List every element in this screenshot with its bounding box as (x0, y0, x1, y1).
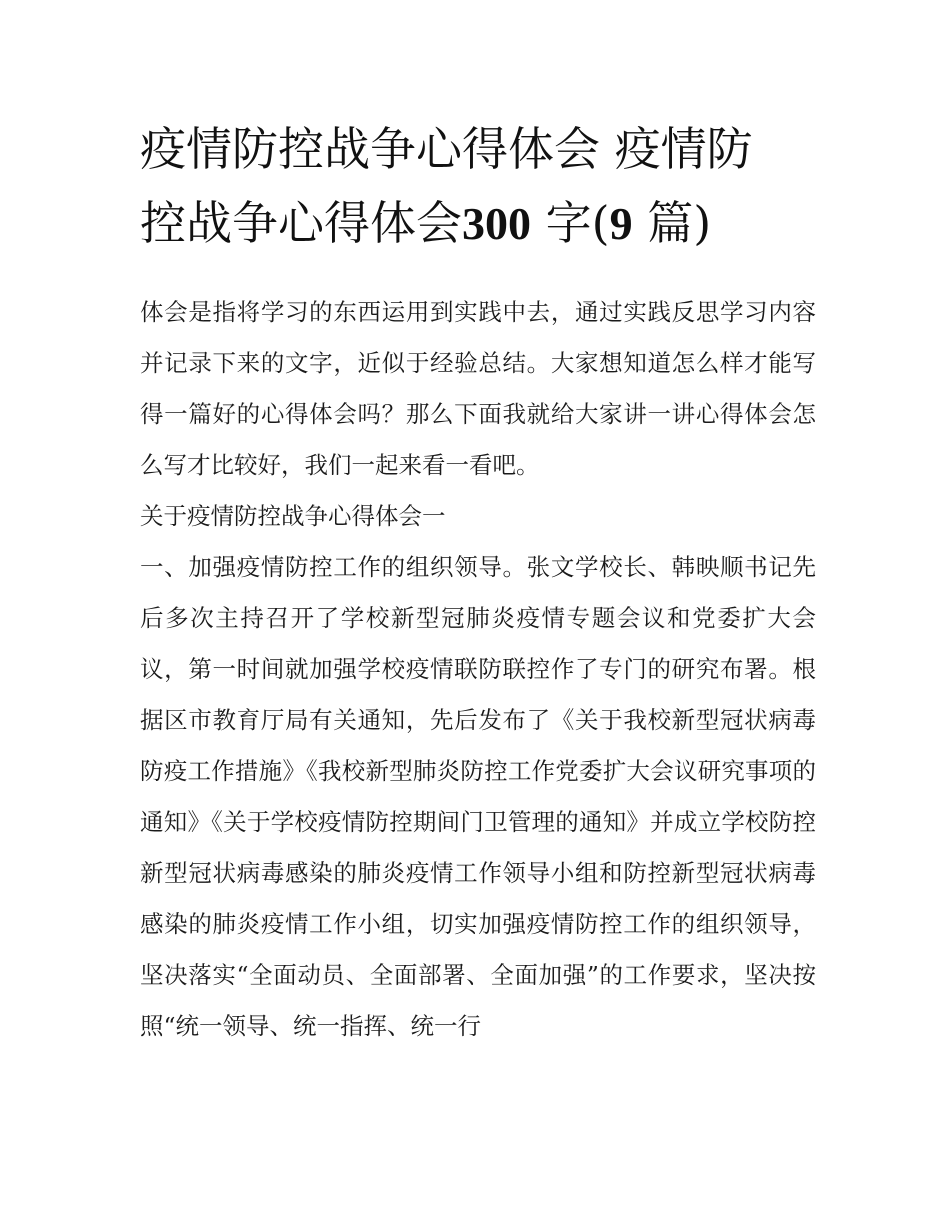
title-line-1: 疫情防控战争心得体会 疫情防 (140, 122, 753, 176)
section-heading: 关于疫情防控战争心得体会一 (140, 502, 446, 530)
title-line-2: 控战争心得体会 (140, 196, 462, 250)
intro-paragraph: 体会是指将学习的东西运用到实践中去，通过实践反思学习内容并记录下来的文字，近似于经验总结。大家想知道怎么样才能写得一篇好的心得体会吗？那么下面我就给大家讲一讲心得体会怎么写才比较好，我们一起来看一看吧。 (140, 298, 816, 479)
title-unit: 字( (531, 196, 610, 250)
document-content (140, 112, 816, 1052)
document-title (140, 112, 816, 261)
title-word-count: 300 (462, 198, 531, 249)
title-unit-end: 篇) (632, 196, 712, 250)
title-article-count: 9 (609, 198, 633, 249)
body-paragraph: 一、加强疫情防控工作的组织领导。张文学校长、韩映顺书记先后多次主持召开了学校新型冠肺炎疫情专题会议和党委扩大会议，第一时间就加强学校疫情联防联控作了专门的研究布署。根据区市教育厅局有关通知，先后发布了《关于我校新型冠状病毒防疫工作措施》《我校新型肺炎防控工作党委扩大会议研究事项的通知》《关于学校疫情防控期间门卫管理的通知》并成立学校防控新型冠状病毒感染的肺炎疫情工作领导小组和防控新型冠状病毒感染的肺炎疫情工作小组，切实加强疫情防控工作的组织领导，坚决落实“全面动员、全面部署、全面加强”的工作要求，坚决按照“统一领导、统一指挥、统一行 (140, 553, 816, 1040)
